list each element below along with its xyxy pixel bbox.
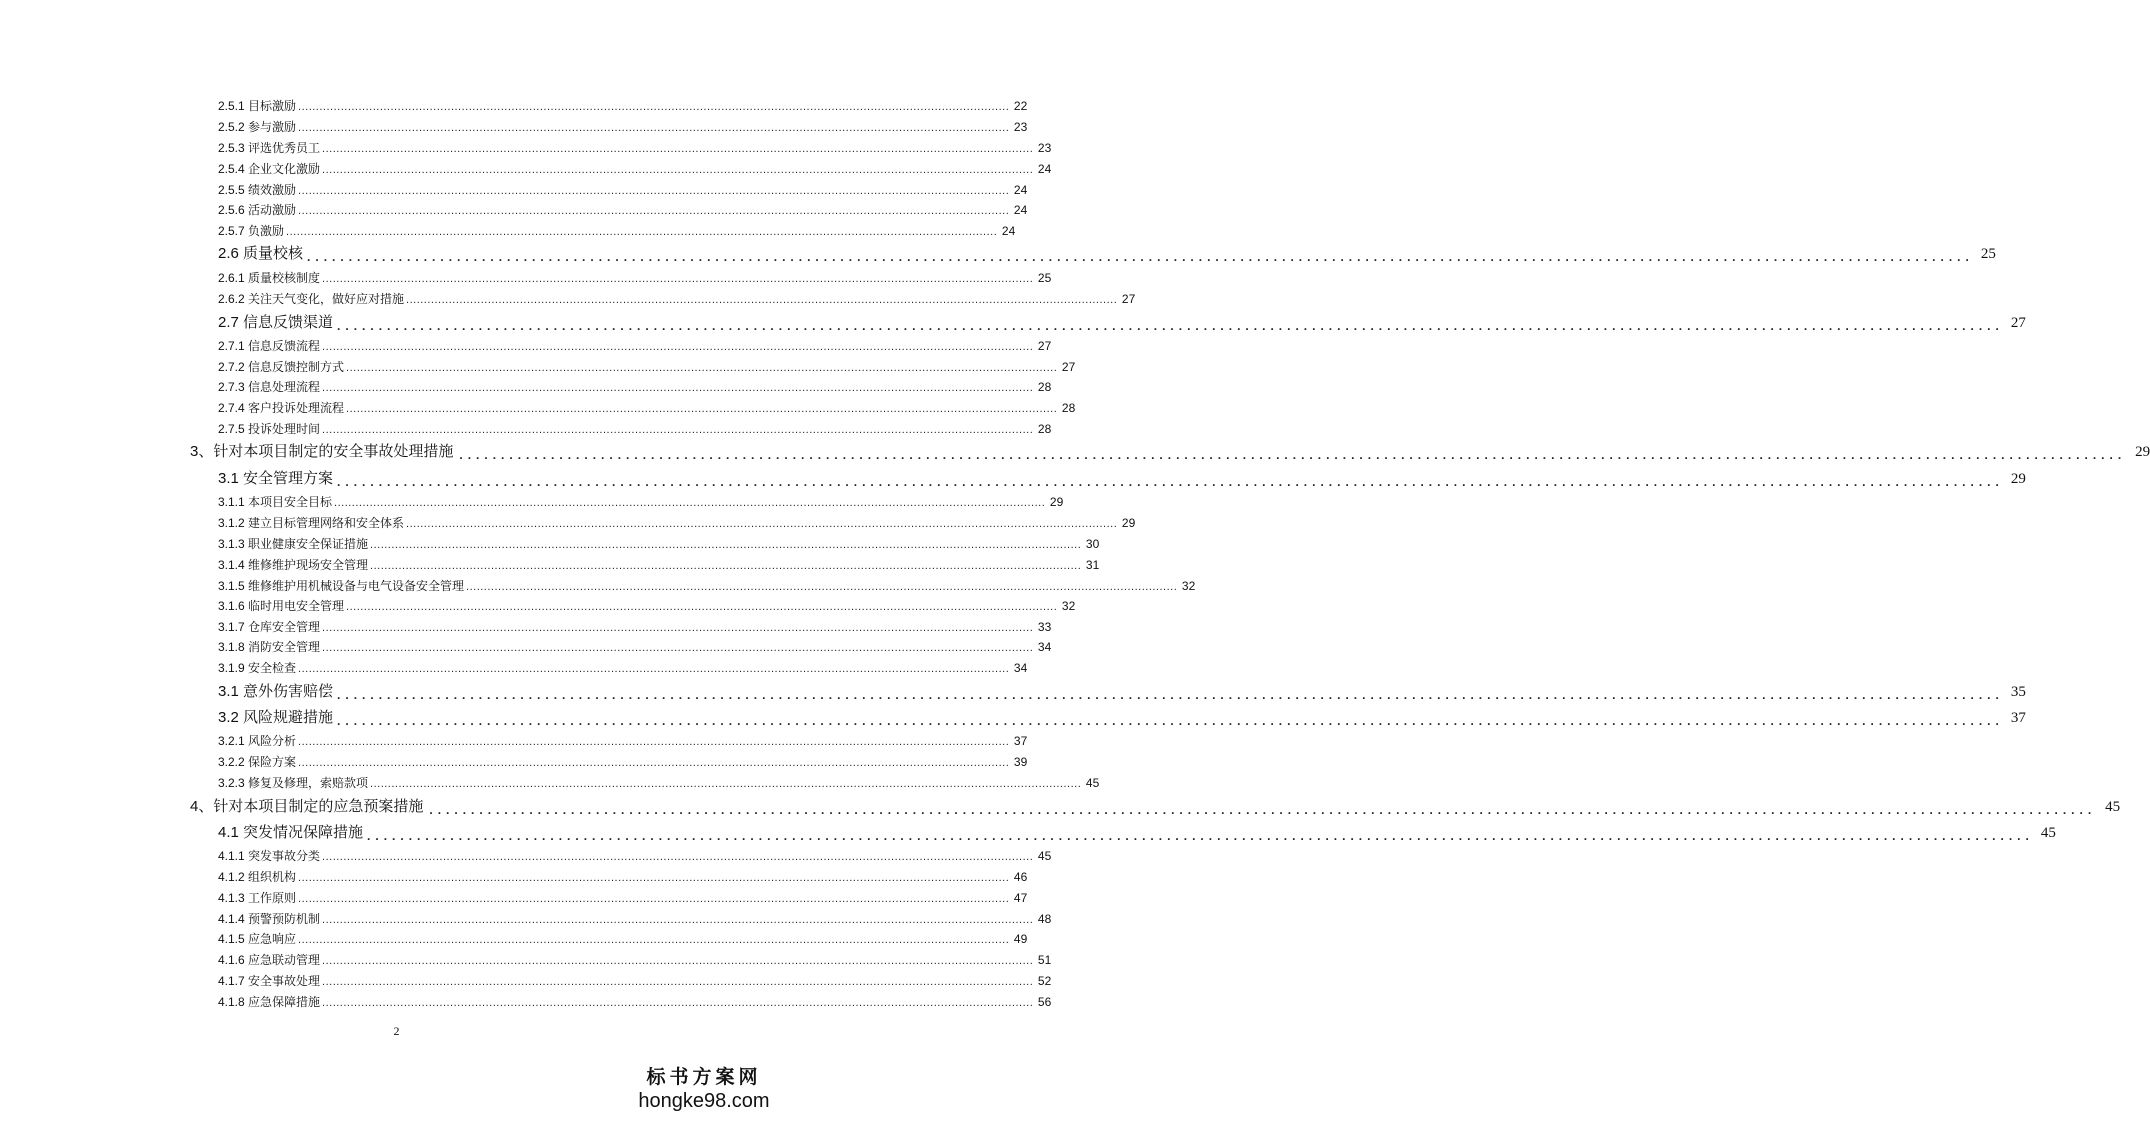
toc-entry-label: 2.5.5 绩效激励	[218, 183, 297, 197]
toc-entry-page: 33	[1037, 620, 1052, 634]
dot-leader: ........................................................................................................................................................................................................	[298, 893, 1010, 905]
toc-entry-label: 3.1.5 维修维护用机械设备与电气设备安全管理	[218, 579, 465, 593]
dot-leader: ........................................................................................................................................................................................................	[322, 642, 1034, 654]
toc-entry-page: 34	[1013, 661, 1028, 675]
toc-entry[interactable]	[218, 269, 1052, 287]
dot-leader: ........................................................................................................................................................................................................	[298, 101, 1010, 113]
toc-entry-page: 46	[1013, 870, 1028, 884]
dot-leader: ........................................................................................................................................................................................................	[337, 319, 2004, 333]
toc-entry-label: 3.2 风险规避措施	[218, 709, 334, 726]
dot-leader: ........................................................................................................................................................................................................	[322, 851, 1034, 863]
toc-entry-label: 3.2.1 风险分析	[218, 734, 297, 748]
toc-entry[interactable]	[218, 993, 1052, 1011]
toc-entry-page: 51	[1037, 953, 1052, 967]
dot-leader: ........................................................................................................................................................................................................	[322, 273, 1034, 285]
toc-entry[interactable]	[218, 139, 1052, 157]
toc-entry[interactable]	[218, 868, 1028, 886]
toc-entry-page: 25	[1037, 271, 1052, 285]
dot-leader: ........................................................................................................................................................................................................	[406, 294, 1118, 306]
toc-entry[interactable]	[218, 242, 1996, 266]
toc-entry-page: 23	[1013, 120, 1028, 134]
toc-entry-label: 3.1.8 消防安全管理	[218, 640, 321, 654]
toc-entry[interactable]	[218, 222, 1016, 240]
toc-entry-label: 3、针对本项目制定的安全事故处理措施	[190, 443, 454, 460]
toc-entry-label: 3.1.7 仓库安全管理	[218, 620, 321, 634]
toc-entry-label: 2.7.3 信息处理流程	[218, 380, 321, 394]
toc-entry-label: 2.5.3 评选优秀员工	[218, 141, 321, 155]
toc-entry[interactable]	[218, 732, 1028, 750]
toc-entry[interactable]	[218, 160, 1052, 178]
dot-leader: ........................................................................................................................................................................................................	[346, 403, 1058, 415]
toc-entry-page: 32	[1181, 579, 1196, 593]
dot-leader: ........................................................................................................................................................................................................	[322, 955, 1034, 967]
dot-leader: ........................................................................................................................................................................................................	[334, 497, 1046, 509]
toc-entry[interactable]	[218, 680, 2026, 704]
toc-entry-label: 4.1.7 安全事故处理	[218, 974, 321, 988]
dot-leader: ........................................................................................................................................................................................................	[307, 250, 1974, 264]
toc-entry[interactable]	[218, 399, 1076, 417]
toc-entry-page: 45	[2040, 825, 2056, 841]
toc-entry[interactable]	[218, 337, 1052, 355]
dot-leader: ........................................................................................................................................................................................................	[322, 164, 1034, 176]
toc-entry-label: 4.1.1 突发事故分类	[218, 849, 321, 863]
toc-entry-label: 3.1.4 维修维护现场安全管理	[218, 558, 369, 572]
toc-entry[interactable]	[190, 795, 2121, 819]
toc-entry-label: 4.1.6 应急联动管理	[218, 953, 321, 967]
toc-entry[interactable]	[218, 753, 1028, 771]
toc-entry[interactable]	[218, 618, 1052, 636]
toc-entry-label: 3.1 意外伤害赔偿	[218, 683, 334, 700]
toc-entry[interactable]	[218, 181, 1028, 199]
toc-entry-label: 2.6.1 质量校核制度	[218, 271, 321, 285]
toc-entry[interactable]	[218, 535, 1100, 553]
toc-entry-label: 4、针对本项目制定的应急预案措施	[190, 798, 424, 815]
dot-leader: ........................................................................................................................................................................................................	[337, 688, 2004, 702]
toc-entry-page: 24	[1013, 183, 1028, 197]
toc-entry-page: 52	[1037, 974, 1052, 988]
toc-entry[interactable]	[218, 420, 1052, 438]
dot-leader: ........................................................................................................................................................................................................	[346, 362, 1058, 374]
toc-entry-label: 2.7.1 信息反馈流程	[218, 339, 321, 353]
toc-entry-page: 28	[1061, 401, 1076, 415]
dot-leader: ........................................................................................................................................................................................................	[322, 341, 1034, 353]
watermark-site-name: 标书方案网	[646, 1066, 762, 1088]
dot-leader: ........................................................................................................................................................................................................	[298, 934, 1010, 946]
toc-entry-label: 3.1 安全管理方案	[218, 470, 334, 487]
toc-entry[interactable]	[218, 910, 1052, 928]
toc-entry[interactable]	[218, 951, 1052, 969]
toc-entry[interactable]	[218, 638, 1052, 656]
toc-entry-page: 45	[2105, 799, 2121, 815]
toc-entry-page: 49	[1013, 932, 1028, 946]
toc-entry-label: 2.7 信息反馈渠道	[218, 314, 334, 331]
toc-entry-label: 3.2.2 保险方案	[218, 755, 297, 769]
dot-leader: ........................................................................................................................................................................................................	[337, 714, 2004, 728]
toc-entry-label: 2.7.2 信息反馈控制方式	[218, 360, 345, 374]
dot-leader: ........................................................................................................................................................................................................	[298, 757, 1010, 769]
toc-entry-label: 2.5.4 企业文化激励	[218, 162, 321, 176]
toc-entry[interactable]	[218, 358, 1076, 376]
dot-leader: ........................................................................................................................................................................................................	[298, 736, 1010, 748]
toc-entry-page: 29	[2135, 444, 2150, 460]
toc-entry-page: 23	[1037, 141, 1052, 155]
dot-leader: ........................................................................................................................................................................................................	[298, 185, 1010, 197]
toc-entry-label: 2.5.6 活动激励	[218, 203, 297, 217]
toc-entry-page: 45	[1085, 776, 1100, 790]
toc-entry-page: 28	[1037, 380, 1052, 394]
toc-entry-label: 2.5.1 目标激励	[218, 99, 297, 113]
dot-leader: ........................................................................................................................................................................................................	[459, 448, 2127, 462]
toc-entry-page: 37	[2010, 710, 2026, 726]
dot-leader: ........................................................................................................................................................................................................	[322, 622, 1034, 634]
toc-entry[interactable]	[218, 493, 1064, 511]
toc-entry-page: 34	[1037, 640, 1052, 654]
toc-entry-label: 2.6 质量校核	[218, 245, 304, 262]
dot-leader: ........................................................................................................................................................................................................	[322, 976, 1034, 988]
dot-leader: ........................................................................................................................................................................................................	[322, 424, 1034, 436]
toc-entry-page: 27	[2010, 315, 2026, 331]
toc-entry-label: 3.1.3 职业健康安全保证措施	[218, 537, 369, 551]
toc-entry[interactable]	[218, 577, 1196, 595]
toc-entry-label: 3.1.9 安全检查	[218, 661, 297, 675]
toc-entry-page: 22	[1013, 99, 1028, 113]
toc-entry-page: 31	[1085, 558, 1100, 572]
toc-entry-page: 56	[1037, 995, 1052, 1009]
toc-entry[interactable]	[218, 774, 1100, 792]
dot-leader: ........................................................................................................................................................................................................	[286, 226, 998, 238]
toc-entry-page: 30	[1085, 537, 1100, 551]
toc-entry-label: 4.1 突发情况保障措施	[218, 824, 364, 841]
toc-entry[interactable]	[218, 597, 1076, 615]
dot-leader: ........................................................................................................................................................................................................	[322, 997, 1034, 1009]
toc-entry-page: 37	[1013, 734, 1028, 748]
toc-entry[interactable]	[218, 514, 1136, 532]
toc-entry[interactable]	[218, 290, 1136, 308]
watermark	[629, 1064, 779, 1112]
toc-entry-page: 27	[1061, 360, 1076, 374]
toc-entry[interactable]	[190, 440, 2150, 464]
page-number: 2	[393, 1024, 400, 1038]
toc-entry[interactable]	[218, 97, 1028, 115]
toc-entry-label: 4.1.4 预警预防机制	[218, 912, 321, 926]
watermark-url: hongke98.com	[638, 1090, 770, 1112]
toc-entry-label: 4.1.2 组织机构	[218, 870, 297, 884]
toc-entry[interactable]	[218, 556, 1100, 574]
toc-entry[interactable]	[218, 847, 1052, 865]
toc-entry-page: 29	[1121, 516, 1136, 530]
toc-entry-label: 2.7.4 客户投诉处理流程	[218, 401, 345, 415]
toc-entry[interactable]	[218, 889, 1028, 907]
toc-entry-page: 45	[1037, 849, 1052, 863]
dot-leader: ........................................................................................................................................................................................................	[370, 539, 1082, 551]
toc-entry[interactable]	[218, 201, 1028, 219]
toc-entry[interactable]	[218, 467, 2026, 491]
dot-leader: ........................................................................................................................................................................................................	[370, 560, 1082, 572]
toc-entry-page: 32	[1061, 599, 1076, 613]
toc-entry-page: 28	[1037, 422, 1052, 436]
dot-leader: ........................................................................................................................................................................................................	[322, 914, 1034, 926]
dot-leader: ........................................................................................................................................................................................................	[298, 205, 1010, 217]
toc-entry[interactable]	[218, 821, 2056, 845]
toc-entry-label: 4.1.5 应急响应	[218, 932, 297, 946]
toc-entry-label: 2.5.2 参与激励	[218, 120, 297, 134]
toc-entry-label: 3.1.2 建立目标管理网络和安全体系	[218, 516, 405, 530]
toc-entry-label: 3.2.3 修复及修理，索赔款项	[218, 776, 369, 790]
dot-leader: ........................................................................................................................................................................................................	[322, 143, 1034, 155]
toc-entry[interactable]	[218, 930, 1028, 948]
toc-entry-label: 4.1.8 应急保障措施	[218, 995, 321, 1009]
toc-entry-page: 27	[1037, 339, 1052, 353]
toc-entry-label: 2.5.7 负激励	[218, 224, 285, 238]
toc-entry-page: 47	[1013, 891, 1028, 905]
toc-entry[interactable]	[218, 378, 1052, 396]
toc-entry-page: 48	[1037, 912, 1052, 926]
toc-entry[interactable]	[218, 311, 2026, 335]
dot-leader: ........................................................................................................................................................................................................	[322, 382, 1034, 394]
dot-leader: ........................................................................................................................................................................................................	[298, 122, 1010, 134]
toc-entry-label: 2.6.2 关注天气变化，做好应对措施	[218, 292, 405, 306]
toc-entry[interactable]	[218, 972, 1052, 990]
toc-entry[interactable]	[218, 659, 1028, 677]
toc-entry-page: 24	[1001, 224, 1016, 238]
toc-entry-label: 3.1.1 本项目安全目标	[218, 495, 333, 509]
toc-entry-label: 4.1.3 工作原则	[218, 891, 297, 905]
dot-leader: ........................................................................................................................................................................................................	[406, 518, 1118, 530]
toc-entry-page: 29	[1049, 495, 1064, 509]
dot-leader: ........................................................................................................................................................................................................	[466, 581, 1178, 593]
toc-entry-page: 35	[2010, 684, 2026, 700]
toc-entry-page: 24	[1013, 203, 1028, 217]
dot-leader: ........................................................................................................................................................................................................	[346, 601, 1058, 613]
toc-entry-page: 25	[1980, 246, 1996, 262]
dot-leader: ........................................................................................................................................................................................................	[337, 475, 2004, 489]
dot-leader: ........................................................................................................................................................................................................	[298, 872, 1010, 884]
toc-entry-label: 2.7.5 投诉处理时间	[218, 422, 321, 436]
dot-leader: ........................................................................................................................................................................................................	[298, 663, 1010, 675]
toc-entry[interactable]	[218, 118, 1028, 136]
toc-entry-page: 29	[2010, 471, 2026, 487]
toc-entry-page: 39	[1013, 755, 1028, 769]
dot-leader: ........................................................................................................................................................................................................	[370, 778, 1082, 790]
dot-leader: ........................................................................................................................................................................................................	[367, 829, 2034, 843]
toc-entry-page: 27	[1121, 292, 1136, 306]
toc-entry-page: 24	[1037, 162, 1052, 176]
dot-leader: ........................................................................................................................................................................................................	[429, 803, 2097, 817]
toc-entry-label: 3.1.6 临时用电安全管理	[218, 599, 345, 613]
toc-entry[interactable]	[218, 706, 2026, 730]
